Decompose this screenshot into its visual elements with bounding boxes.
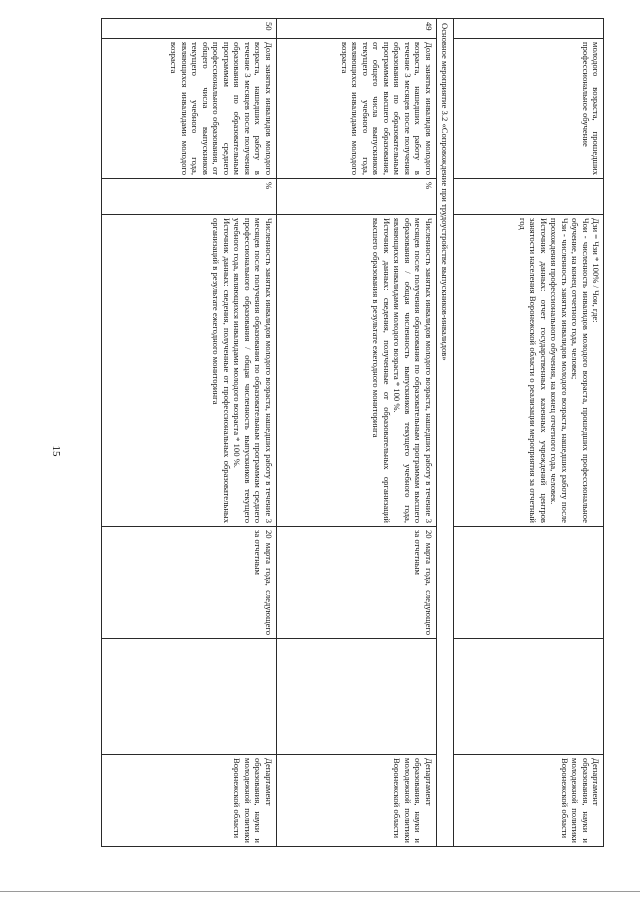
page-number: 15 <box>50 445 62 457</box>
scan-edge-line <box>0 891 640 892</box>
method-line: Источник данных: сведения, полученные от образовательных организаций высшего образования в результате ежегодного мониторинга <box>371 218 392 523</box>
indicators-table <box>101 18 604 847</box>
cell-unit: % <box>276 179 436 215</box>
cell-num: 49 <box>276 19 436 39</box>
cell-indicator-name: молодого возраста, прошедших профессиональное обучение <box>454 39 604 179</box>
cell-method <box>276 215 436 527</box>
method-line: Дзи = Чзи * 100% / Чои, где: <box>591 218 601 323</box>
cell-unit: % <box>101 179 276 215</box>
cell-responsible: Департамент образования, науки и молодежной политики Воронежской области <box>276 755 436 847</box>
method-line: Чои - численность инвалидов молодого возраста, прошедших профессиональное обучение, на конец отчетного года, человек; <box>570 218 591 523</box>
cell-empty <box>101 639 276 755</box>
rotated-table-container <box>72 18 604 846</box>
table-row-49 <box>276 19 436 847</box>
method-line: Источник данных: сведения, полученные от профессиональных образовательных организаций в результате ежегодного мониторинга <box>211 218 232 523</box>
cell-num-empty <box>454 19 604 39</box>
method-line: Чзи - численность занятых инвалидов молодого возраста, нашедших работу после прохождения профессионального обучения, на конец отчетного года, человек. <box>549 218 570 523</box>
cell-indicator-name: Доля занятых инвалидов молодого возраста, нашедших работу в течение 3 месяцев после получения образования по образовательным программам высшего образования, от общего числа выпускников текущего учебного года, являющихся инвалидами молодого возраста <box>276 39 436 179</box>
section-row <box>436 19 453 847</box>
section-title: Основное мероприятие 3.2 «Сопровождение при трудоустройстве выпускников-инвалидов» <box>436 19 453 847</box>
cell-method <box>101 215 276 527</box>
cell-unit-empty <box>454 179 604 215</box>
table-row-50 <box>101 19 276 847</box>
cell-deadline: 20 марта года, следующего за отчетным <box>276 527 436 639</box>
cell-deadline-empty <box>454 527 604 639</box>
method-line: Численность занятых инвалидов молодого возраста, нашедших работу в течение 3 месяцев после получения образования по образовательным программам высшего образования / общая численность выпускников текущего учебного года, являющихся инвалидами молодого возраста * 100 %. <box>392 218 434 523</box>
method-line: Источник данных: отчет государственных казенных учреждений центров занятости населения Воронежской области о реализации мероприятия за отчетный год <box>517 218 549 523</box>
cell-responsible: Департамент образования, науки и молодежной политики Воронежской области <box>101 755 276 847</box>
cell-method <box>454 215 604 527</box>
cell-num: 50 <box>101 19 276 39</box>
method-line: Численность занятых инвалидов молодого возраста, нашедших работу в течение 3 месяцев после получения образования по образовательным программам среднего профессионального образования / общая численность выпускников текущего учебного года, являющихся инвалидами молодого возраста * 100 %. <box>232 218 274 523</box>
cell-indicator-name: Доля занятых инвалидов молодого возраста, нашедших работу в течение 3 месяцев после получения образования по образовательным программам среднего профессионального образования, от общего числа выпускников текущего учебного года, являющихся инвалидами молодого возраста <box>101 39 276 179</box>
cell-deadline: 20 марта года, следующего за отчетным <box>101 527 276 639</box>
cell-responsible: Департамент образования, науки и молодежной политики Воронежской области <box>454 755 604 847</box>
cell-empty <box>454 639 604 755</box>
cell-empty <box>276 639 436 755</box>
table-row-continued <box>454 19 604 847</box>
